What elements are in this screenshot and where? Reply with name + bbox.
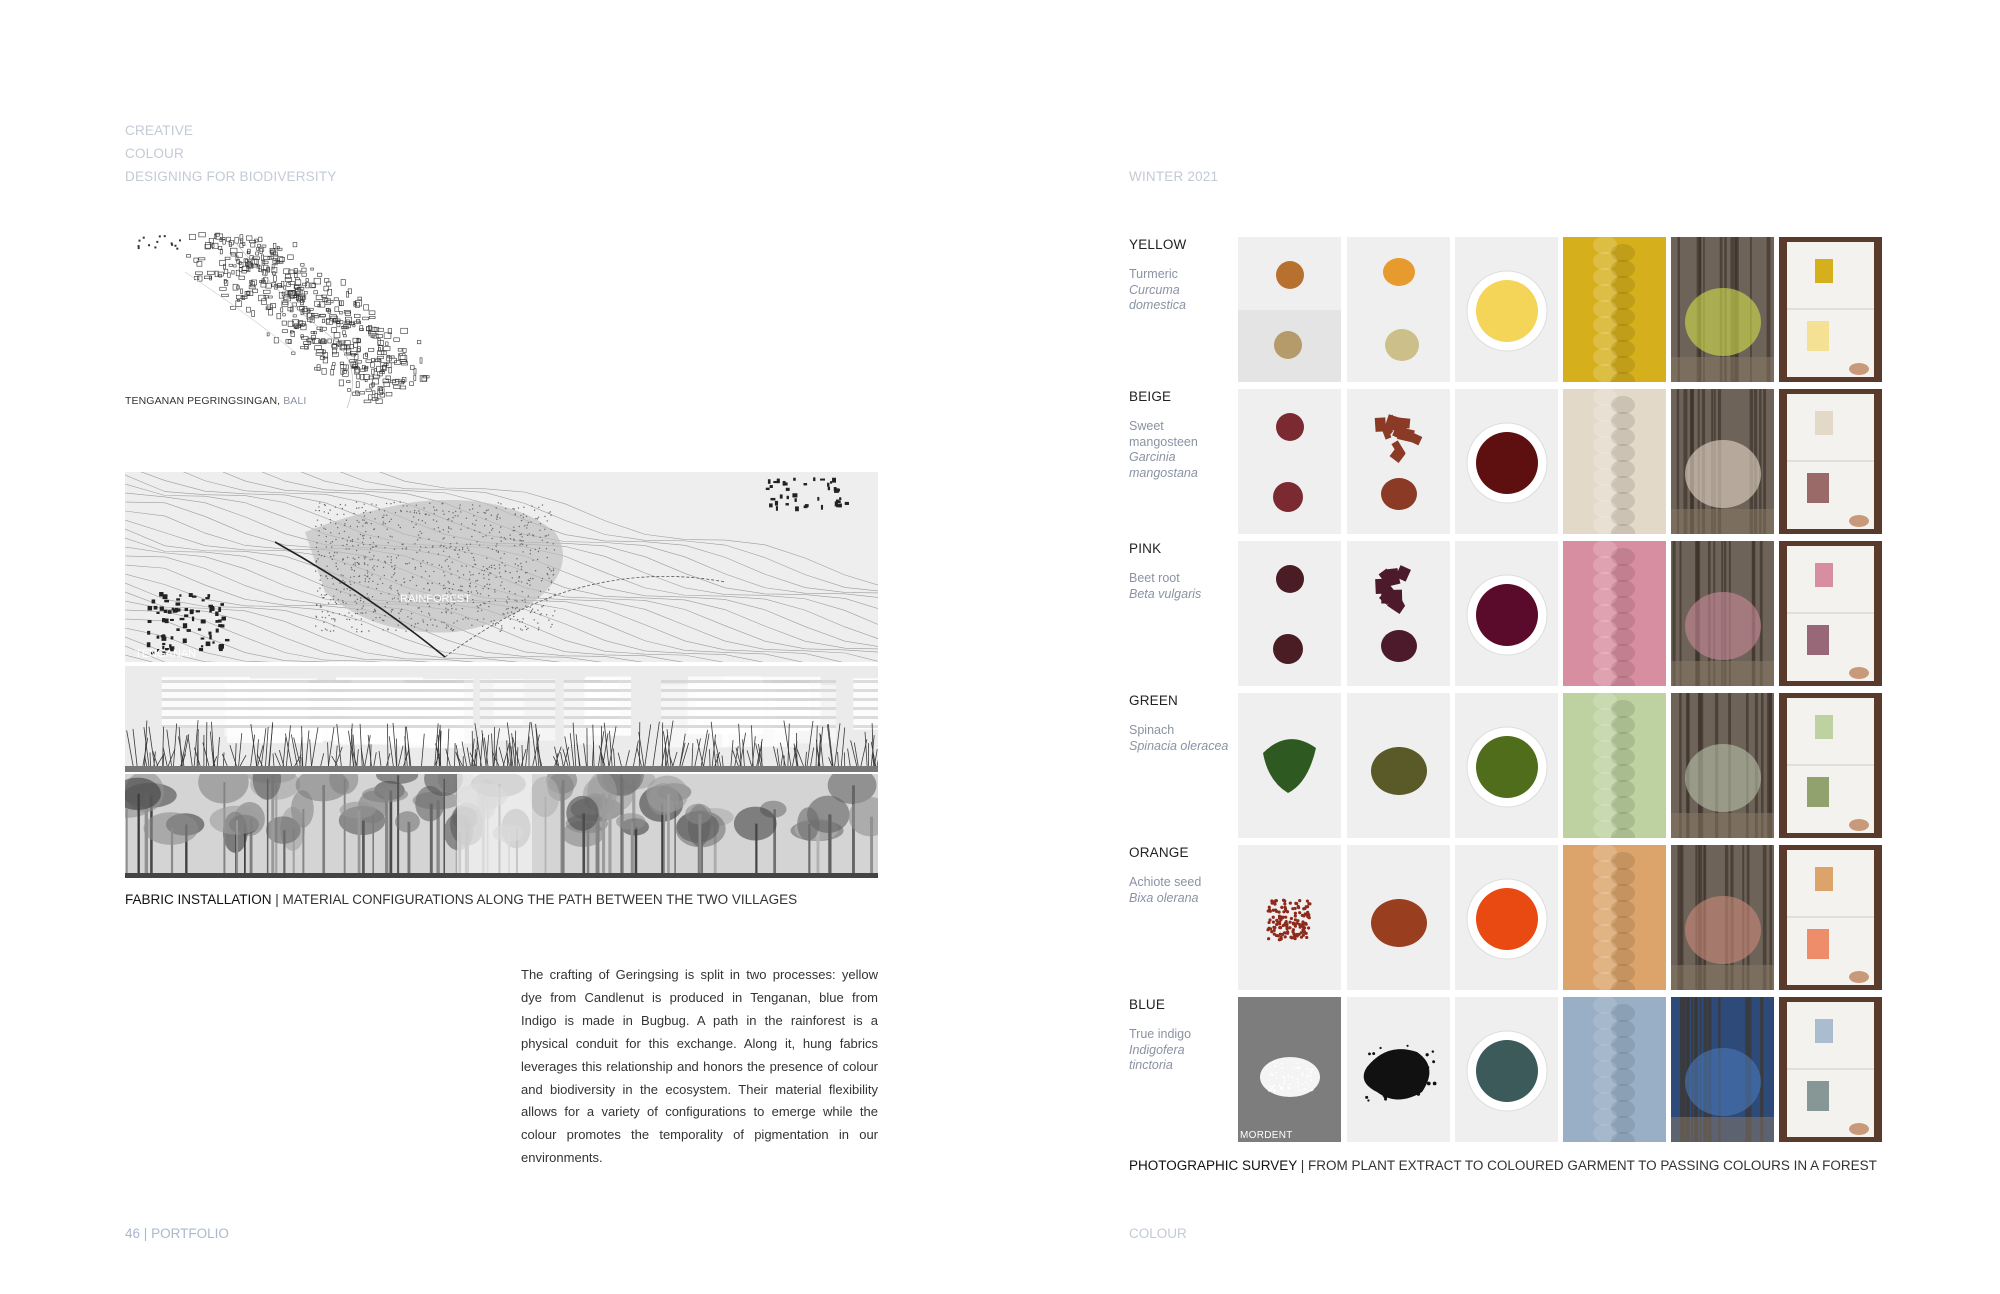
tenganan-label: TENGANAN bbox=[135, 648, 197, 660]
photo-blue-raw-plant bbox=[1238, 997, 1341, 1142]
photo-blue-dye-bowl bbox=[1455, 997, 1558, 1142]
photo-orange-book-swatch bbox=[1779, 845, 1882, 990]
latin-name-1: Curcuma bbox=[1129, 282, 1180, 297]
photo-pink-dye-bowl bbox=[1455, 541, 1558, 686]
photo-beige-raw-plant bbox=[1238, 389, 1341, 534]
village-caption bbox=[125, 395, 306, 407]
survey-caption-title: PHOTOGRAPHIC SURVEY bbox=[1129, 1158, 1298, 1173]
photo-beige-dye-bowl bbox=[1455, 389, 1558, 534]
photo-orange-raw-plant bbox=[1238, 845, 1341, 990]
photo-orange-braided-fabric bbox=[1563, 845, 1666, 990]
village-map-drawing bbox=[125, 232, 485, 408]
photo-orange-forest-installation bbox=[1671, 845, 1774, 990]
photo-blue-book-swatch bbox=[1779, 997, 1882, 1142]
photo-yellow-forest-installation bbox=[1671, 237, 1774, 382]
photo-green-dye-bowl bbox=[1455, 693, 1558, 838]
photo-pink-book-swatch bbox=[1779, 541, 1882, 686]
colour-name: BLUE bbox=[1129, 997, 1166, 1012]
survey-row-label-green bbox=[1129, 693, 1237, 754]
plant-name: Turmeric Curcuma domestica bbox=[1129, 267, 1237, 314]
photo-beige-book-swatch bbox=[1779, 389, 1882, 534]
footer-left bbox=[125, 1226, 229, 1241]
page-number: 46 bbox=[125, 1226, 141, 1241]
header-line-creative: CREATIVE bbox=[125, 123, 194, 138]
latin-name-1: Beta vulgaris bbox=[1129, 586, 1202, 601]
photo-green-forest-installation bbox=[1671, 693, 1774, 838]
footer-portfolio-label: PORTFOLIO bbox=[151, 1226, 229, 1241]
colour-name: BEIGE bbox=[1129, 389, 1172, 404]
photo-yellow-ground-plant bbox=[1347, 237, 1450, 382]
footer-separator: | bbox=[143, 1226, 148, 1241]
right-page-header: WINTER 2021 bbox=[1129, 169, 1219, 184]
fabric-caption-title: FABRIC INSTALLATION bbox=[125, 892, 272, 907]
photo-beige-braided-fabric bbox=[1563, 389, 1666, 534]
plant-name: Sweet mangosteen Garcinia mangostana bbox=[1129, 419, 1237, 481]
forest-section-drawing bbox=[125, 774, 878, 878]
photo-yellow-braided-fabric bbox=[1563, 237, 1666, 382]
photo-orange-dye-bowl bbox=[1455, 845, 1558, 990]
latin-name-2: tinctoria bbox=[1129, 1058, 1173, 1072]
footer-right: COLOUR bbox=[1129, 1226, 1187, 1241]
photo-beige-ground-plant bbox=[1347, 389, 1450, 534]
colour-name: PINK bbox=[1129, 541, 1162, 556]
photo-green-braided-fabric bbox=[1563, 693, 1666, 838]
photo-green-book-swatch bbox=[1779, 693, 1882, 838]
fabric-installation-caption bbox=[125, 892, 797, 907]
colour-name: GREEN bbox=[1129, 693, 1179, 708]
plant-name: Achiote seed Bixa olerana bbox=[1129, 875, 1237, 906]
photo-yellow-book-swatch bbox=[1779, 237, 1882, 382]
header-line-biodiversity: DESIGNING FOR BIODIVERSITY bbox=[125, 169, 337, 184]
latin-name-1: Indigofera bbox=[1129, 1042, 1185, 1057]
survey-row-label-beige bbox=[1129, 389, 1237, 481]
photo-green-raw-plant bbox=[1238, 693, 1341, 838]
latin-name-2: mangostana bbox=[1129, 465, 1198, 480]
colour-name: YELLOW bbox=[1129, 237, 1187, 252]
survey-row-label-pink bbox=[1129, 541, 1237, 602]
latin-name-1: Garcinia bbox=[1129, 450, 1176, 464]
colour-name: ORANGE bbox=[1129, 845, 1189, 860]
photo-pink-raw-plant bbox=[1238, 541, 1341, 686]
latin-name-1: Spinacia oleracea bbox=[1129, 738, 1229, 753]
survey-row-label-yellow bbox=[1129, 237, 1237, 314]
photo-orange-ground-plant bbox=[1347, 845, 1450, 990]
photographic-survey-caption bbox=[1129, 1158, 1877, 1173]
photo-yellow-dye-bowl bbox=[1455, 237, 1558, 382]
fabric-caption-text: | MATERIAL CONFIGURATIONS ALONG THE PATH BETWEEN THE TWO VILLAGES bbox=[271, 892, 798, 907]
photo-blue-forest-installation bbox=[1671, 997, 1774, 1142]
plant-name: Spinach Spinacia oleracea bbox=[1129, 723, 1237, 754]
plant-name: Beet root Beta vulgaris bbox=[1129, 571, 1237, 602]
photo-blue-ground-plant bbox=[1347, 997, 1450, 1142]
photo-blue-braided-fabric bbox=[1563, 997, 1666, 1142]
photo-pink-braided-fabric bbox=[1563, 541, 1666, 686]
village-caption-region: BALI bbox=[283, 395, 307, 407]
photo-beige-forest-installation bbox=[1671, 389, 1774, 534]
mordent-label: MORDENT bbox=[1240, 1130, 1293, 1141]
body-paragraph: The crafting of Geringsing is split in two processes: yellow dye from Candlenut is produced in Tenganan, blue from Indigo is made in Bugbug. A path in the rainforest is a physical conduit for this exchange. Along it, hung fabrics leverages this relationship and honors the presence of colour and biodiversity in the ecosystem. Their material flexibility allows for a variety of configurations to emerge while the colour promotes the temporality of pigmentation in our environments. bbox=[521, 967, 878, 1166]
rainforest-label: RAINFOREST bbox=[400, 593, 471, 605]
photo-yellow-raw-plant bbox=[1238, 237, 1341, 382]
survey-caption-text: | FROM PLANT EXTRACT TO COLOURED GARMENT TO PASSING COLOURS IN A FOREST bbox=[1297, 1158, 1877, 1173]
topographic-plan-drawing bbox=[125, 472, 878, 662]
fabric-elevation-drawing bbox=[125, 666, 878, 772]
photo-pink-ground-plant bbox=[1347, 541, 1450, 686]
photo-pink-forest-installation bbox=[1671, 541, 1774, 686]
survey-row-label-blue bbox=[1129, 997, 1237, 1074]
latin-name-1: Bixa olerana bbox=[1129, 890, 1199, 905]
photo-green-ground-plant bbox=[1347, 693, 1450, 838]
left-page-header bbox=[125, 119, 336, 188]
latin-name-2: domestica bbox=[1129, 298, 1186, 312]
village-caption-place: TENGANAN PEGRINGSINGAN, bbox=[125, 395, 281, 407]
plant-name: True indigo Indigofera tinctoria bbox=[1129, 1027, 1237, 1074]
header-line-colour: COLOUR bbox=[125, 146, 184, 161]
survey-row-label-orange bbox=[1129, 845, 1237, 906]
